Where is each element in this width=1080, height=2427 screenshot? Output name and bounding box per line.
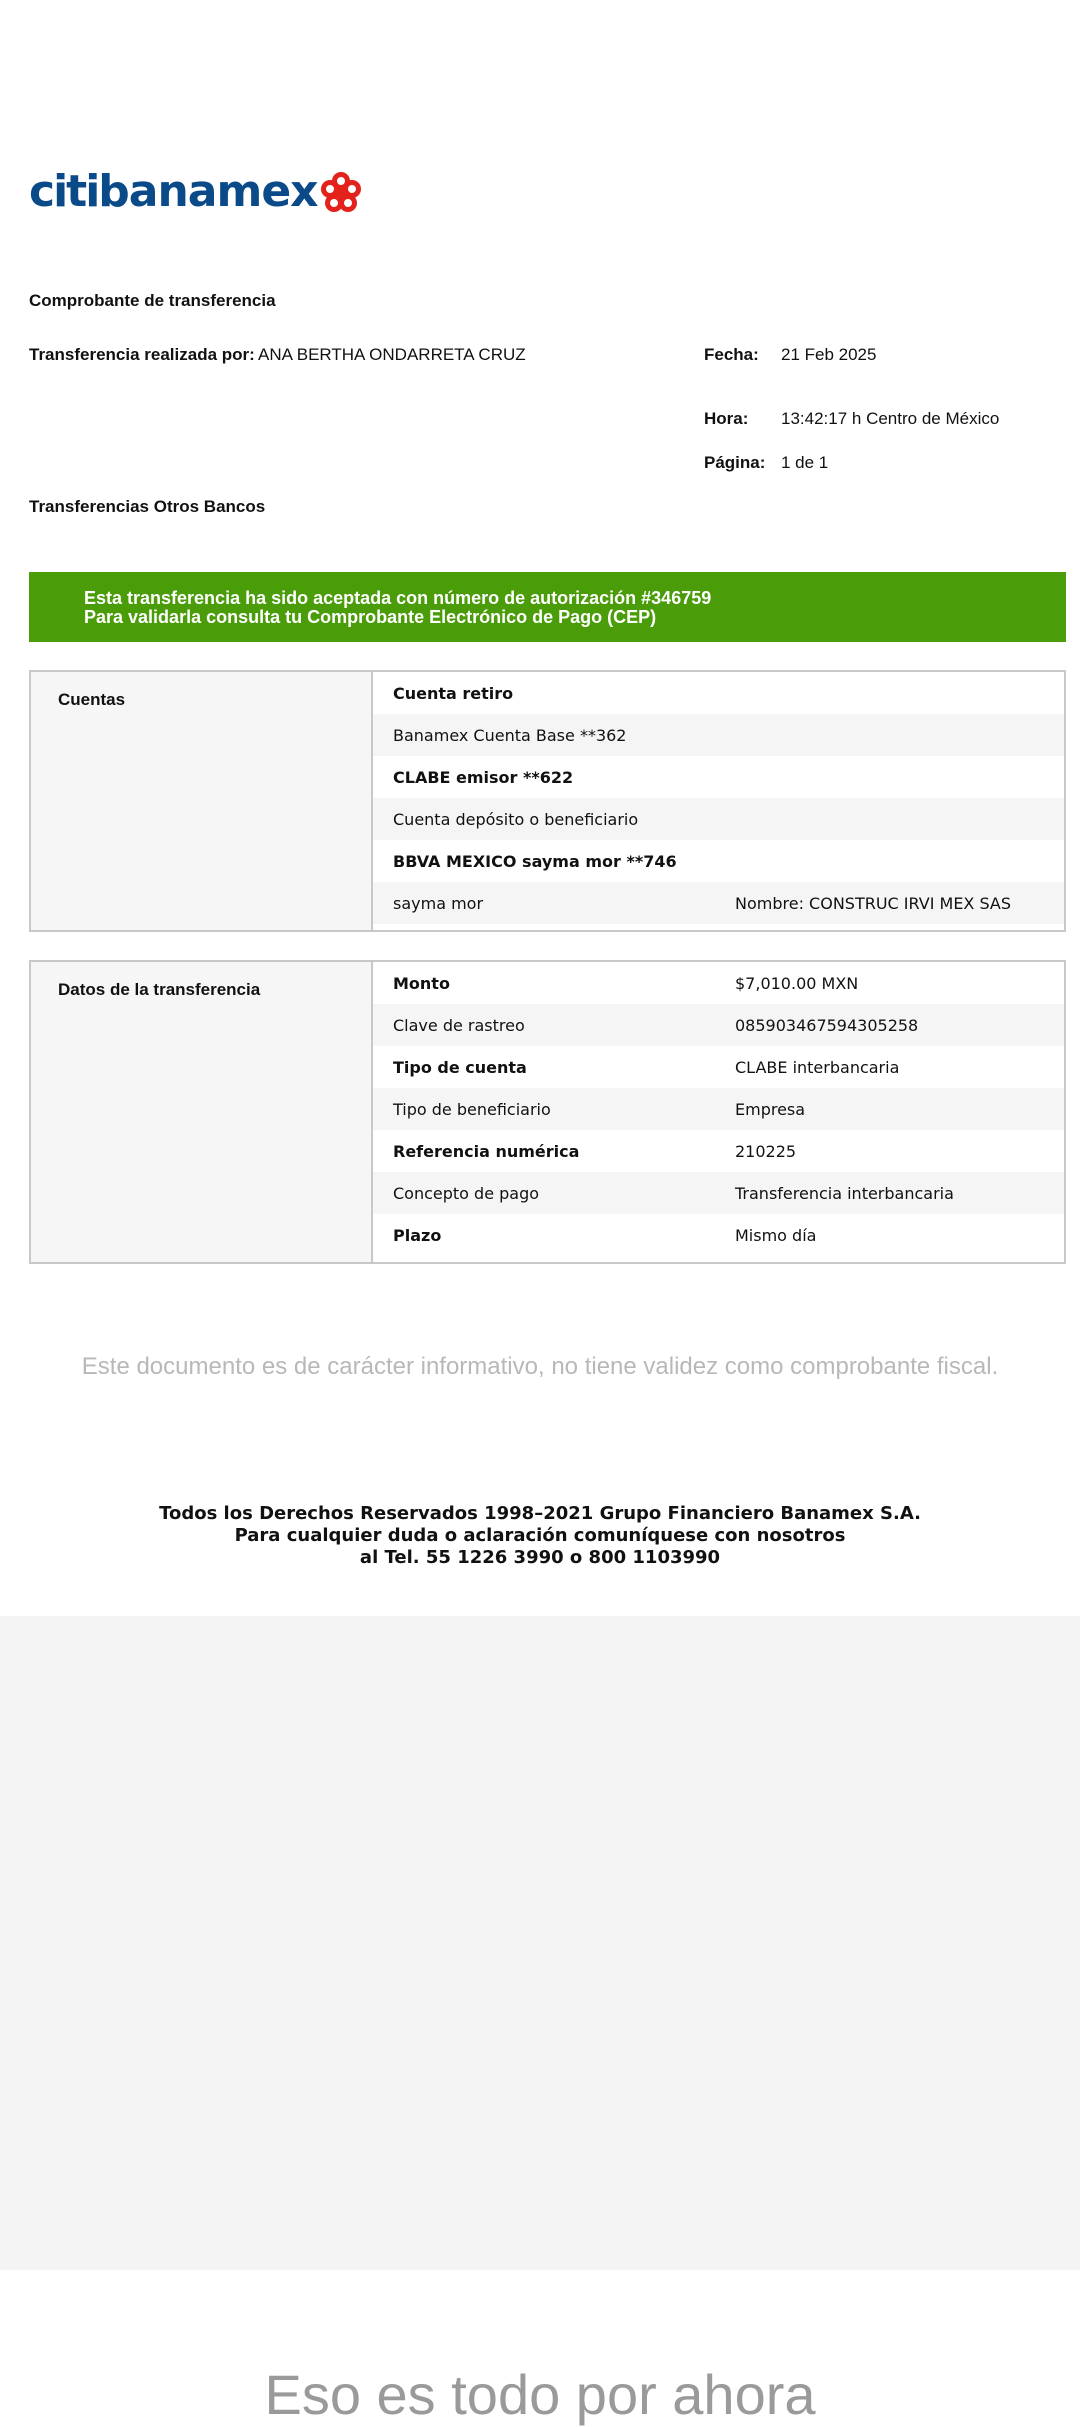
pagina-value: 1 de 1: [781, 453, 829, 472]
logo-banamex-text: banamex: [98, 165, 318, 217]
transfer-data-title: Datos de la transferencia: [58, 980, 261, 999]
banner-line-1: Esta transferencia ha sido aceptada con número de autorización #346759: [84, 588, 712, 608]
row-label: Tipo de cuenta: [393, 1057, 527, 1077]
row-value: Transferencia interbancaria: [735, 1183, 954, 1203]
authorization-banner: [29, 572, 1066, 642]
table-row: [373, 1088, 1064, 1130]
row-label: Referencia numérica: [393, 1141, 580, 1161]
row-value: Nombre: CONSTRUC IRVI MEX SAS: [735, 893, 1012, 913]
accounts-table: [29, 670, 1066, 932]
transfer-by-label: Transferencia realizada por:: [29, 345, 255, 364]
section-title: Transferencias Otros Bancos: [29, 497, 266, 516]
row-label: Cuenta retiro: [393, 683, 514, 703]
transfer-data-table-header: [31, 962, 373, 1262]
row-label: Plazo: [393, 1225, 442, 1245]
footer-line-2: Para cualquier duda o aclaración comuníquese con nosotros: [234, 1525, 846, 1546]
row-label: Banamex Cuenta Base **362: [393, 725, 627, 745]
table-row: [373, 1214, 1064, 1256]
end-message: Eso es todo por ahora: [264, 2363, 816, 2426]
row-label: Concepto de pago: [393, 1183, 540, 1203]
table-row: [373, 756, 1064, 798]
row-value: Mismo día: [735, 1225, 817, 1245]
table-row: [373, 1130, 1064, 1172]
table-row: [373, 882, 1064, 924]
fecha-label: Fecha:: [704, 345, 759, 364]
transfer-by-value: ANA BERTHA ONDARRETA CRUZ: [258, 345, 526, 364]
accounts-table-header: [31, 672, 373, 930]
table-row: [373, 840, 1064, 882]
document-title: Comprobante de transferencia: [29, 291, 276, 310]
banamex-flower-icon: [320, 172, 362, 214]
row-value: $7,010.00 MXN: [735, 973, 859, 993]
table-row: [373, 798, 1064, 840]
table-row: [373, 672, 1064, 714]
table-row: [373, 1004, 1064, 1046]
gray-spacer: [0, 1616, 1080, 2270]
legal-footer: [0, 1503, 1080, 1569]
hora-label: Hora:: [704, 409, 749, 428]
banner-line-2: Para validarla consulta tu Comprobante Electrónico de Pago (CEP): [84, 607, 657, 627]
transfer-data-table: [29, 960, 1066, 1264]
banamex-logo: [29, 165, 362, 217]
row-label: Monto: [393, 973, 450, 993]
row-value: CLABE interbancaria: [735, 1057, 900, 1077]
logo-citi-text: citi: [29, 165, 99, 217]
table-row: [373, 714, 1064, 756]
fecha-value: 21 Feb 2025: [781, 345, 877, 364]
accounts-title: Cuentas: [58, 690, 126, 709]
row-value: Empresa: [735, 1099, 806, 1119]
row-label: BBVA MEXICO sayma mor **746: [393, 851, 677, 871]
row-label: Cuenta depósito o beneficiario: [393, 809, 639, 829]
table-row: [373, 1172, 1064, 1214]
footer-line-3: al Tel. 55 1226 3990 o 800 1103990: [359, 1547, 721, 1568]
table-row: [373, 1046, 1064, 1088]
row-label: Clave de rastreo: [393, 1015, 525, 1035]
row-label: sayma mor: [393, 893, 484, 913]
row-value: 085903467594305258: [735, 1015, 919, 1035]
pagina-label: Página:: [704, 453, 766, 472]
footer-line-1: Todos los Derechos Reservados 1998–2021 Grupo Financiero Banamex S.A.: [159, 1503, 921, 1524]
table-row: [373, 962, 1064, 1004]
hora-value: 13:42:17 h Centro de México: [781, 409, 1000, 428]
row-label: CLABE emisor **622: [393, 767, 574, 787]
row-value: 210225: [735, 1141, 797, 1161]
row-label: Tipo de beneficiario: [393, 1099, 551, 1119]
fiscal-disclaimer: Este documento es de carácter informativo, no tiene validez como comprobante fiscal.: [81, 1353, 999, 1380]
